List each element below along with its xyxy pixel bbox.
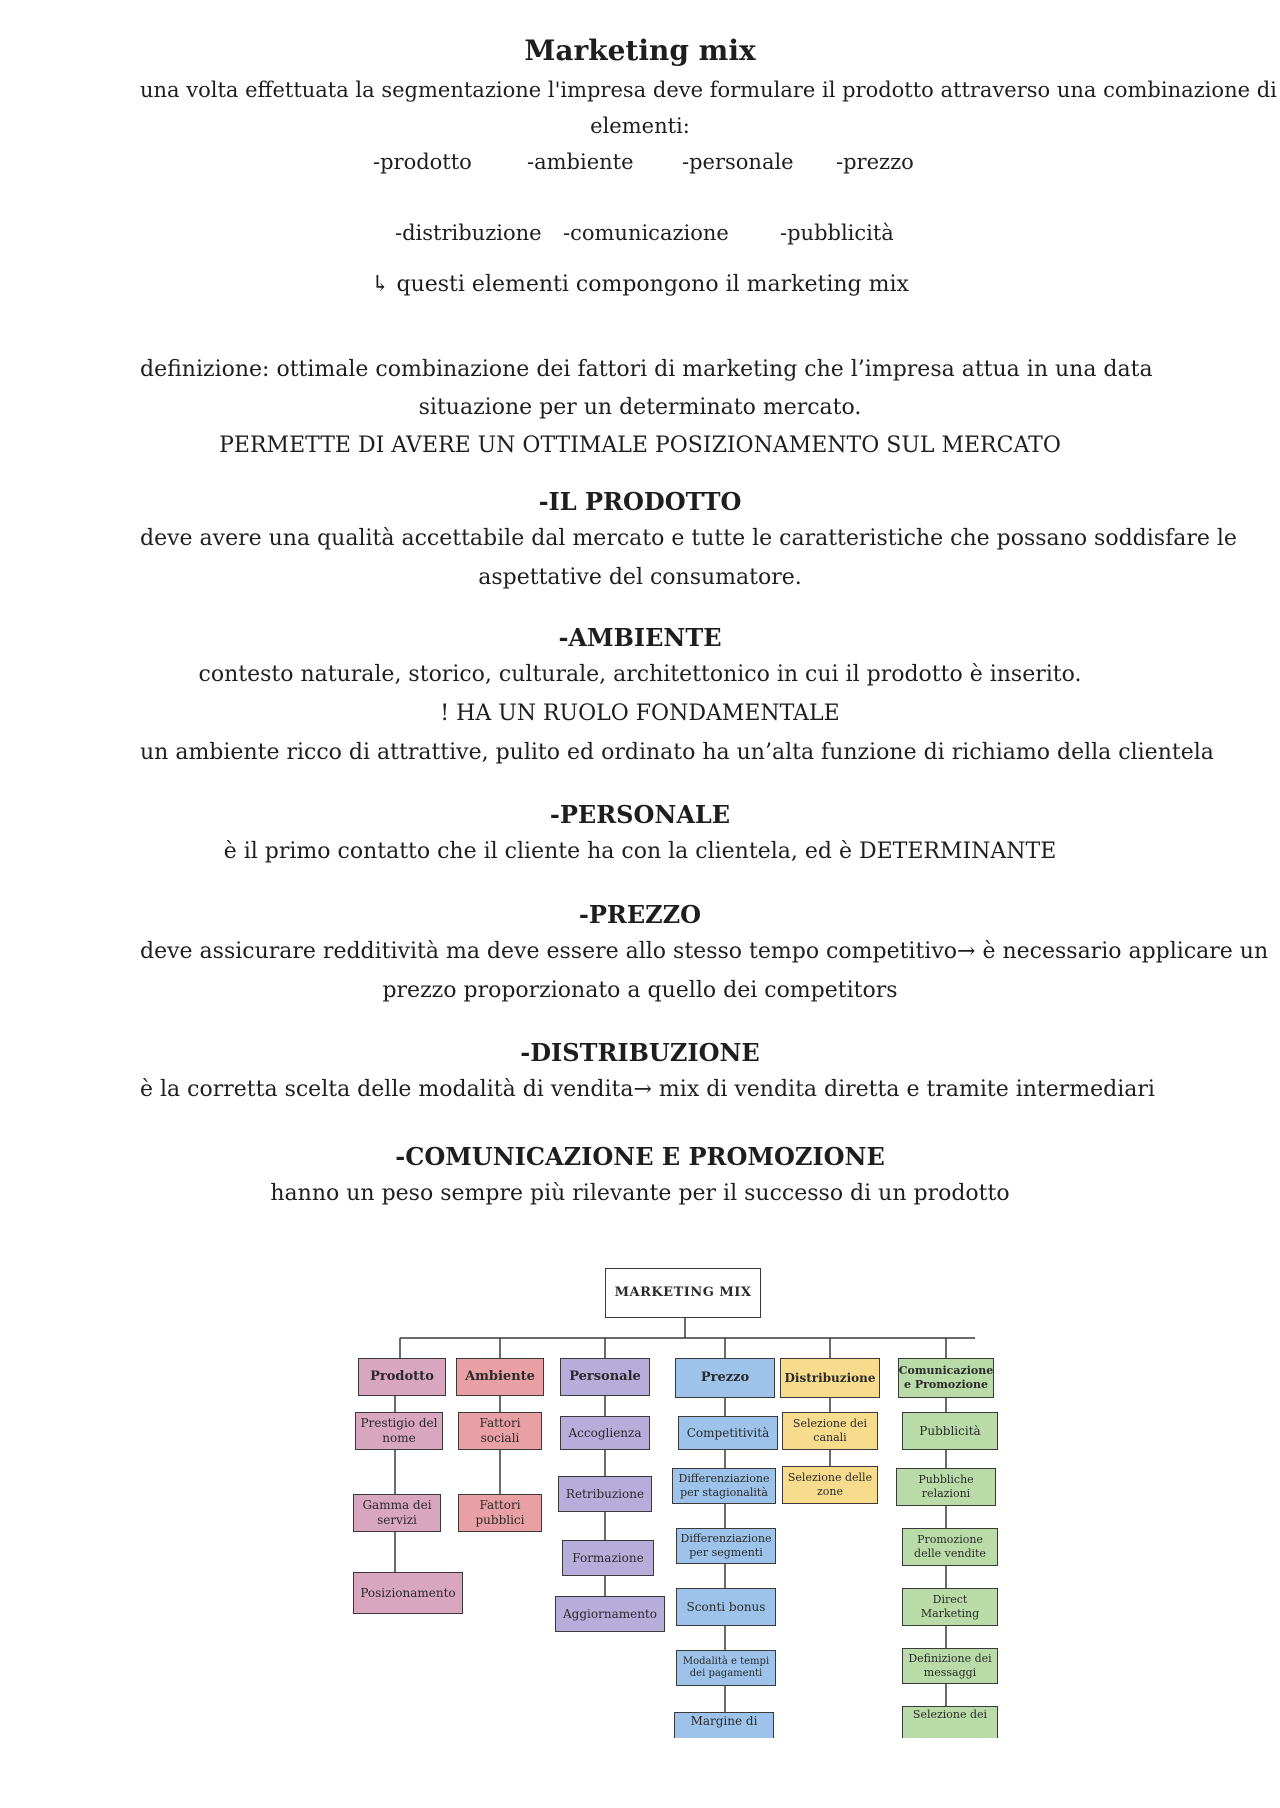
prezzo-line-1: deve assicurare redditività ma deve essere allo stesso tempo competitivo→ è necessario applicare un [140,939,1269,964]
distribuzione-line-1: è la corretta scelta delle modalità di vendita→ mix di vendita diretta e tramite intermediari [140,1077,1155,1102]
header-personale: Personale [560,1358,650,1396]
comunicazione-item: Pubbliche relazioni [896,1468,996,1506]
prodotto-line-1: deve avere una qualità accettabile dal mercato e tutte le caratteristiche che possano soddisfare le [140,526,1237,551]
heading-prodotto: -IL PRODOTTO [538,487,742,516]
ambiente-line-3: un ambiente ricco di attrattive, pulito ed ordinato ha un’alta funzione di richiamo della clientela [140,740,1214,765]
intro-line-1: una volta effettuata la segmentazione l'impresa deve formulare il prodotto attraverso una combinazione di [140,78,1277,102]
page-title: Marketing mix [524,34,756,67]
heading-prezzo: -PREZZO [578,900,702,929]
personale-item: Retribuzione [558,1476,652,1512]
element-prodotto: -prodotto [373,150,472,174]
personale-item: Formazione [562,1540,654,1576]
distribuzione-item: Selezione delle zone [782,1466,878,1504]
ambiente-item: Fattori pubblici [458,1494,542,1532]
elements-note: ↳ questi elementi compongono il marketing mix [371,272,909,297]
heading-personale: -PERSONALE [549,800,731,829]
personale-line-1: è il primo contatto che il cliente ha con la clientela, ed è DETERMINANTE [223,839,1057,864]
definition-line-3: PERMETTE DI AVERE UN OTTIMALE POSIZIONAMENTO SUL MERCATO [219,433,1061,458]
prezzo-item: Differenziazione per segmenti [676,1528,776,1564]
comunicazione-item: Direct Marketing [902,1588,998,1626]
heading-comunicazione: -COMUNICAZIONE E PROMOZIONE [395,1142,885,1171]
comunicazione-line-1: hanno un peso sempre più rilevante per il successo di un prodotto [270,1181,1010,1206]
element-comunicazione: -comunicazione [563,221,729,245]
ambiente-line-1: contesto naturale, storico, culturale, architettonico in cui il prodotto è inserito. [198,662,1082,687]
personale-item: Aggiornamento [555,1596,665,1632]
heading-ambiente: -AMBIENTE [558,623,722,652]
comunicazione-item: Definizione dei messaggi [902,1648,998,1684]
distribuzione-item: Selezione dei canali [782,1412,878,1450]
prodotto-line-2: aspettative del consumatore. [478,565,802,590]
marketing-mix-diagram [350,1258,1000,1738]
intro-line-2: elementi: [590,114,690,138]
prodotto-item: Posizionamento [353,1572,463,1614]
ambiente-line-2: ! HA UN RUOLO FONDAMENTALE [440,701,840,726]
prodotto-item: Gamma dei servizi [353,1494,441,1532]
heading-distribuzione: -DISTRIBUZIONE [520,1038,760,1067]
header-comunicazione: Comunicazione e Promozione [898,1358,994,1398]
prezzo-item: Modalità e tempi dei pagamenti [676,1650,776,1686]
definition-line-2: situazione per un determinato mercato. [418,395,862,420]
element-personale: -personale [682,150,794,174]
header-prodotto: Prodotto [358,1358,446,1396]
element-ambiente: -ambiente [527,150,634,174]
element-distribuzione: -distribuzione [395,221,542,245]
header-distribuzione: Distribuzione [780,1358,880,1398]
prezzo-item: Sconti bonus [676,1588,776,1626]
header-ambiente: Ambiente [456,1358,544,1396]
element-prezzo: -prezzo [836,150,914,174]
definition-line-1: definizione: ottimale combinazione dei fattori di marketing che l’impresa attua in una data [140,357,1153,382]
personale-item: Accoglienza [560,1416,650,1450]
comunicazione-item: Pubblicità [902,1412,998,1450]
header-prezzo: Prezzo [675,1358,775,1398]
comunicazione-item: Promozione delle vendite [902,1528,998,1566]
prezzo-item: Differenziazione per stagionalità [672,1468,776,1504]
prezzo-item: Margine di [674,1712,774,1738]
diagram-root: MARKETING MIX [605,1268,761,1318]
ambiente-item: Fattori sociali [458,1412,542,1450]
prezzo-line-2: prezzo proporzionato a quello dei competitors [382,978,898,1003]
prezzo-item: Competitività [678,1416,778,1450]
comunicazione-item: Selezione dei [902,1706,998,1738]
element-pubblicita: -pubblicità [780,221,894,245]
prodotto-item: Prestigio del nome [355,1412,443,1450]
